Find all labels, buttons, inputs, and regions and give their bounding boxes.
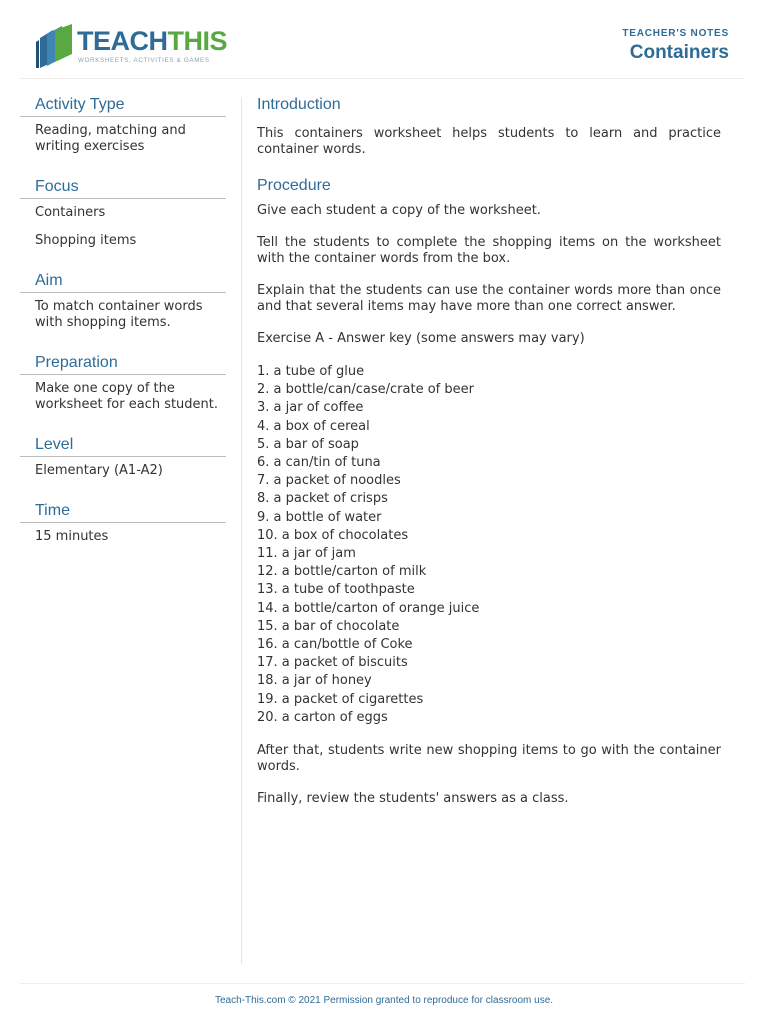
answer-item: 3. a jar of coffee (257, 400, 364, 416)
section-title: Focus (20, 176, 226, 199)
answer-item: 20. a carton of eggs (257, 709, 388, 725)
logo-tagline: WORKSHEETS, ACTIVITIES & GAMES (78, 57, 210, 64)
focus-section (20, 176, 226, 249)
section-title: Preparation (20, 352, 226, 375)
section-item: Make one copy of the worksheet for each student. (35, 381, 219, 412)
section-item: Shopping items (35, 233, 137, 248)
section-item: Reading, matching and writing exercises (35, 123, 186, 154)
closing-step: After that, students write new shopping items to go with the container words. (257, 743, 721, 775)
section-item: 15 minutes (35, 529, 109, 544)
book-logo-icon (36, 24, 74, 68)
answer-item: 15. a bar of chocolate (257, 618, 400, 634)
logo-teach-text: TEACH (77, 26, 168, 56)
activity-type-section (20, 94, 226, 155)
answer-item: 5. a bar of soap (257, 436, 359, 452)
answer-item: 10. a box of chocolates (257, 527, 409, 543)
answer-item: 9. a bottle of water (257, 509, 382, 525)
introduction-heading: Introduction (257, 96, 341, 113)
answer-item: 18. a jar of honey (257, 673, 372, 689)
page-header (20, 18, 745, 79)
column-divider (241, 97, 242, 964)
copyright-footer: Teach-This.com © 2021 Permission granted to reproduce for classroom use. (214, 995, 554, 1006)
answer-item: 13. a tube of toothpaste (257, 582, 415, 598)
procedure-heading: Procedure (257, 177, 331, 194)
answer-item: 12. a bottle/carton of milk (257, 564, 427, 580)
level-section (20, 434, 226, 479)
footer-divider (20, 983, 745, 984)
teachers-notes-label: TEACHER'S NOTES (622, 28, 729, 39)
answer-item: 19. a packet of cigarettes (257, 691, 424, 707)
answer-item: 4. a box of cereal (257, 418, 370, 434)
answer-item: 1. a tube of glue (257, 364, 365, 379)
answer-key-list (257, 363, 721, 727)
procedure-step: Explain that the students can use the container words more than once and that several items may have more than one correct answer. (257, 283, 721, 314)
section-item: Containers (35, 205, 106, 220)
introduction-text: This containers worksheet helps students to learn and practice container words. (257, 126, 721, 157)
section-title: Level (20, 434, 226, 457)
section-item: To match container words with shopping items. (35, 299, 203, 330)
section-title: Time (20, 500, 226, 523)
section-item: Elementary (A1-A2) (35, 463, 163, 478)
answer-item: 11. a jar of jam (257, 546, 356, 562)
section-title: Aim (20, 270, 226, 293)
procedure-step: Give each student a copy of the worksheet. (257, 203, 541, 218)
section-title: Activity Type (20, 94, 226, 117)
answer-item: 2. a bottle/can/case/crate of beer (257, 382, 474, 398)
aim-section (20, 270, 226, 331)
time-section (20, 500, 226, 545)
answer-item: 17. a packet of biscuits (257, 655, 408, 671)
answer-item: 6. a can/tin of tuna (257, 455, 381, 471)
logo-this-text: THIS (167, 26, 228, 56)
answer-key-heading: Exercise A - Answer key (some answers may vary) (257, 331, 585, 346)
answer-item: 7. a packet of noodles (257, 473, 401, 489)
teach-this-logo[interactable] (36, 24, 236, 70)
main-content (257, 94, 721, 807)
answer-item: 16. a can/bottle of Coke (257, 637, 413, 653)
preparation-section (20, 352, 226, 413)
page-title: Containers (629, 42, 729, 63)
sidebar (20, 94, 226, 566)
procedure-step: Tell the students to complete the shopping items on the worksheet with the container words from the box. (257, 235, 721, 266)
answer-item: 14. a bottle/carton of orange juice (257, 600, 480, 616)
logo-wordmark (77, 26, 227, 57)
closing-step: Finally, review the students' answers as a class. (257, 791, 569, 807)
answer-item: 8. a packet of crisps (257, 491, 388, 507)
